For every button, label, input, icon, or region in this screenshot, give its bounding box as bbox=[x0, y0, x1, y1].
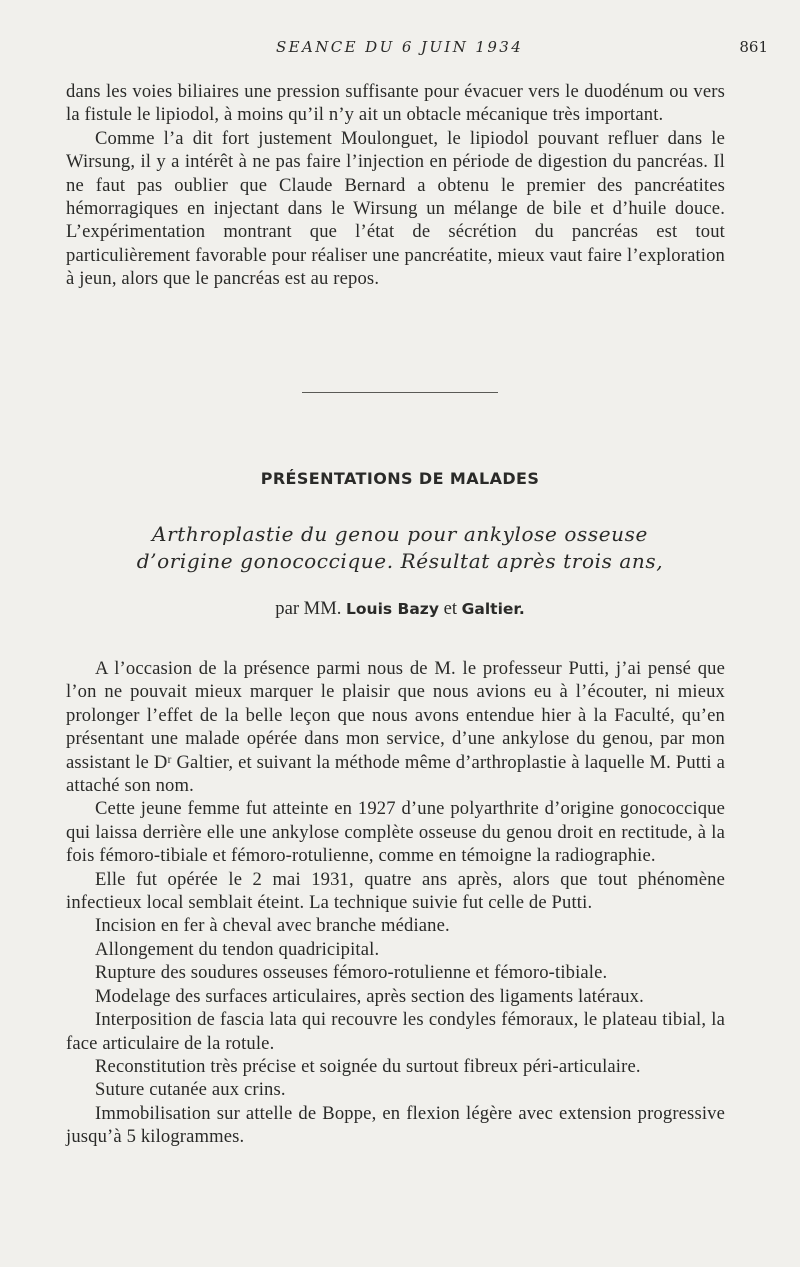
body-paragraph: Cette jeune femme fut atteinte en 1927 d’une polyarthrite d’origine gonococcique qui laissa derrière elle une ankylose complète osseuse du genou droit en rectitude, à la fois fémoro-tibiale et fémoro-rotulienne, comme en témoigne la radiographie. bbox=[66, 798, 725, 867]
section-divider bbox=[302, 392, 498, 393]
author-name: Louis Bazy bbox=[346, 600, 439, 618]
article-body bbox=[66, 657, 725, 1149]
body-paragraph: A l’occasion de la présence parmi nous de M. le professeur Putti, j’ai pensé que l’on ne pouvait mieux marquer le plaisir que nous avions eu à l’écouter, ni mieux prolonger l’effet de la belle leçon que nous avons entendue hier à la Faculté, qu’en présentant une malade opérée dans mon service, d’une ankylose du genou, par mon assistant le Dʳ Galtier, et suivant la méthode même d’arthroplastie à laquelle M. Putti a attaché son nom. bbox=[66, 658, 725, 797]
technique-step: Modelage des surfaces articulaires, après section des ligaments latéraux. bbox=[95, 985, 644, 1007]
running-head bbox=[0, 38, 800, 62]
author-name: Galtier. bbox=[461, 600, 525, 618]
technique-step: Interposition de fascia lata qui recouvre les condyles fémoraux, le plateau tibial, la face articulaire de la rotule. bbox=[66, 1009, 725, 1054]
technique-step: Suture cutanée aux crins. bbox=[95, 1079, 286, 1101]
page-number: 861 bbox=[739, 38, 768, 56]
technique-step: Immobilisation sur attelle de Boppe, en flexion légère avec extension progressive jusqu’à 5 kilogrammes. bbox=[66, 1102, 725, 1148]
section-heading: PRÉSENTATIONS DE MALADES bbox=[260, 469, 540, 488]
intro-text bbox=[66, 80, 725, 291]
byline-prefix: par MM. bbox=[275, 598, 342, 619]
article-title-line-2: d’origine gonococcique. Résultat après trois ans, bbox=[136, 549, 664, 573]
body-paragraph: Elle fut opérée le 2 mai 1931, quatre ans après, alors que tout phénomène infectieux local semblait éteint. La technique suivie fut celle de Putti. bbox=[66, 868, 725, 914]
article-title bbox=[0, 521, 800, 575]
running-title: SEANCE DU 6 JUIN 1934 bbox=[276, 38, 524, 56]
intro-paragraph-continued: dans les voies biliaires une pression suffisante pour évacuer vers le duodénum ou vers la fistule le lipiodol, à moins qu’il n’y ait un obtacle mécanique très important. bbox=[66, 81, 725, 126]
technique-step: Incision en fer à cheval avec branche médiane. bbox=[95, 915, 450, 937]
byline bbox=[0, 598, 800, 620]
technique-step: Allongement du tendon quadricipital. bbox=[95, 938, 380, 960]
technique-step: Reconstitution très précise et soignée du surtout fibreux péri-articulaire. bbox=[95, 1055, 641, 1077]
byline-conjunction: et bbox=[443, 598, 458, 619]
technique-step: Rupture des soudures osseuses fémoro-rotulienne et fémoro-tibiale. bbox=[95, 962, 608, 984]
article-title-line-1: Arthroplastie du genou pour ankylose osseuse bbox=[152, 522, 648, 546]
intro-paragraph: Comme l’a dit fort justement Moulonguet, le lipiodol pouvant refluer dans le Wirsung, il y a intérêt à ne pas faire l’injection en période de digestion du pancréas. Il ne faut pas oublier que Claude Bernard a obtenu le premier des pancréatites hémorragiques en injectant dans le Wirsung un mélange de bile et d’huile douce. L’expérimentation montrant que l’état de sécrétion du pancréas est tout particulièrement favorable pour réaliser une pancréatite, mieux vaut faire l’exploration à jeun, alors que le pancréas est au repos. bbox=[66, 127, 725, 290]
